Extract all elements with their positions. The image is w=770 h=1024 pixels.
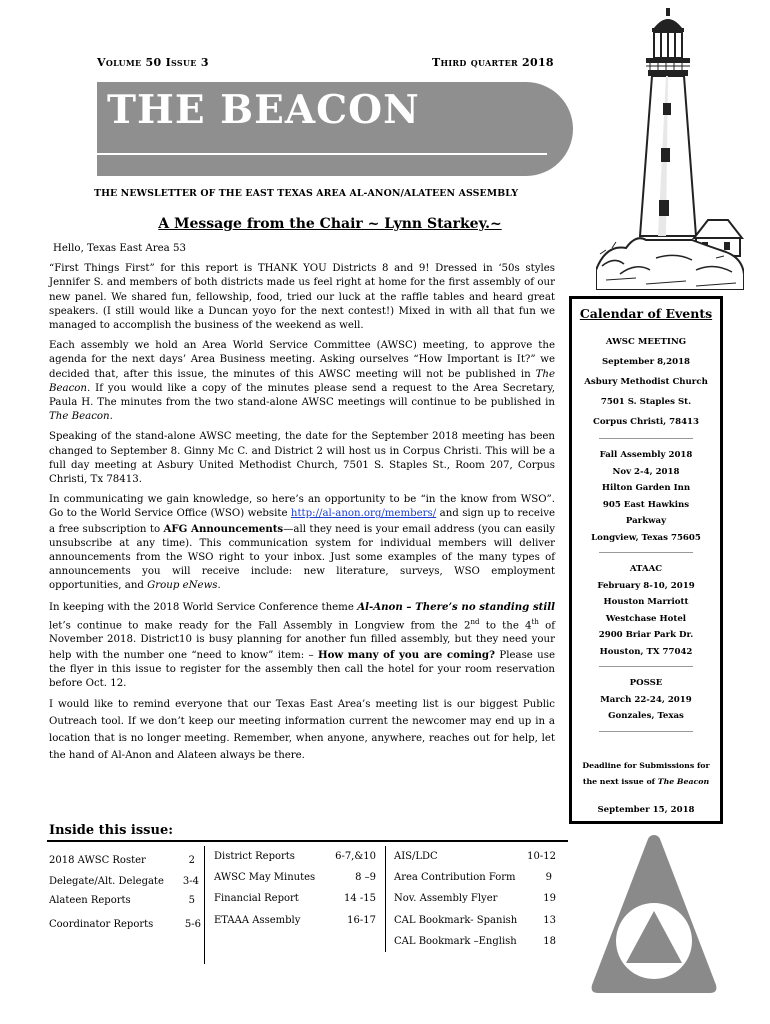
toc-item: ETAAA Assembly 16-17 xyxy=(214,915,376,926)
paragraph-5: In keeping with the 2018 World Service Conference theme Al-Anon – There’s no standing still let’s continue to make ready for the Fall Assembly in Longview from the 2nd to the 4th of November 2018. District10 is busy planning for another fun filled assembly, but they need your help with the number one “need to know” item: – How many of you are coming? Please use the flyer in this issue to register for the assembly then call the hotel for your room reservation before Oct. 12. xyxy=(49,600,555,690)
toc-item: District Reports 6-7,&10 xyxy=(214,851,376,862)
newsletter-title: THE BEACON xyxy=(107,87,420,133)
toc-item: CAL Bookmark –English 18 xyxy=(394,936,556,947)
paragraph-1: “First Things First” for this report is THANK YOU Districts 8 and 9! Dressed in ‘50s styles Jennifer S. and members of both districts made us feel right at home for the first assembly of our new panel. We shared fun, fellowship, food, tried our luck at the raffle tables and heard great speakers. (I still would like a Duncan yoyo for the next contest!) Mixed in with all that fun we managed to accomplish the business of the weekend as well. xyxy=(49,263,555,332)
calendar-title: Calendar of Events xyxy=(579,306,713,321)
paragraph-4: In communicating we gain knowledge, so here’s an opportunity to be “in the know from WSO”. Go to the World Service Office (WSO) website http://al-anon.org/members/ and sign up to receive a free subscription to AFG Announcements—all they need is your email address (you can easily unsubscribe at any time). This communication system for individual members will deliver announcements from the WSO right to your inbox. Just some examples of the many types of announcements you will receive include: new literature, surveys, WSO employment opportunities, and Group eNews. xyxy=(49,494,555,592)
calendar-divider xyxy=(599,666,693,667)
lighthouse-illustration xyxy=(596,8,744,290)
issue-quarter: Third quarter 2018 xyxy=(432,56,554,69)
column-divider xyxy=(204,846,205,964)
calendar-divider xyxy=(599,438,693,439)
toc-item: CAL Bookmark- Spanish 13 xyxy=(394,915,556,926)
paragraph-6: I would like to remind everyone that our Texas East Area’s meeting list is our biggest Public Outreach tool. If we don’t keep our meeting information current the newcomer may end up in a location that is no longer meeting. Remember, when anyone, anywhere, reaches out for help, let the hand of Al-Anon and Alateen always be there. xyxy=(49,699,555,761)
volume-issue: Volume 50 Issue 3 xyxy=(97,56,209,69)
toc-item: AIS/LDC 10-12 xyxy=(394,851,556,862)
wso-members-link[interactable]: http://al-anon.org/members/ xyxy=(290,508,437,520)
calendar-divider xyxy=(599,552,693,553)
toc-item: Delegate/Alt. Delegate 3-4 xyxy=(49,876,199,887)
event-awsc-meeting: AWSC MEETING September 8,2018 Asbury Methodist Church 7501 S. Staples St. Corpus Christi, 78413 xyxy=(584,337,708,427)
al-anon-triangle-logo xyxy=(590,833,718,997)
inside-this-issue-title: Inside this issue: xyxy=(49,823,174,838)
toc-item: Financial Report 14 -15 xyxy=(214,893,376,904)
toc-item: Alateen Reports 5 xyxy=(49,895,195,906)
calendar-divider xyxy=(599,731,693,732)
article-heading: A Message from the Chair ~ Lynn Starkey.~ xyxy=(158,216,502,232)
submission-deadline: Deadline for Submissions for the next issue of The Beacon xyxy=(582,760,710,786)
event-posse: POSSE March 22-24, 2019 Gonzales, Texas xyxy=(600,678,692,721)
newsletter-subtitle: THE NEWSLETTER OF THE EAST TEXAS AREA AL-ANON/ALATEEN ASSEMBLY xyxy=(94,188,519,199)
deadline-date: September 15, 2018 xyxy=(597,804,695,815)
toc-item: Nov. Assembly Flyer 19 xyxy=(394,893,556,904)
paragraph-3: Speaking of the stand-alone AWSC meeting, the date for the September 2018 meeting has been changed to September 8. Ginny Mc C. and District 2 will host us in Corpus Christi. This will be a full day meeting at Asbury United Methodist Church, 7501 S. Staples St., Room 207, Corpus Christi, Tx 78413. xyxy=(49,431,555,486)
toc-item: 2018 AWSC Roster 2 xyxy=(49,855,195,866)
toc-item: Coordinator Reports 5-6 xyxy=(49,919,201,930)
toc-item: Area Contribution Form 9 xyxy=(394,872,552,883)
event-fall-assembly: Fall Assembly 2018 Nov 2-4, 2018 Hilton Garden Inn 905 East Hawkins Parkway Longview, Texas 75605 xyxy=(591,450,701,543)
paragraph-2: Each assembly we hold an Area World Service Committee (AWSC) meeting, to approve the agenda for the next days’ Area Business meeting. Asking ourselves “How Important is It?” we decided that, after this issue, the minutes of this AWSC meeting will not be published in The Beacon. If you would like a copy of the minutes please send a request to the Area Secretary, Paula H. The minutes from the two stand-alone AWSC meetings will continue to be published in The Beacon. xyxy=(49,340,555,423)
calendar-of-events xyxy=(569,296,723,824)
event-ataac: ATAAC February 8-10, 2019 Houston Marriott Westchase Hotel 2900 Briar Park Dr. Houston, TX 77042 xyxy=(597,564,695,657)
toc-item: AWSC May Minutes 8 –9 xyxy=(214,872,376,883)
banner-rule xyxy=(97,153,547,155)
greeting: Hello, Texas East Area 53 xyxy=(53,243,186,254)
column-divider xyxy=(385,846,386,952)
inside-rule xyxy=(47,840,568,842)
article-body xyxy=(49,242,555,770)
